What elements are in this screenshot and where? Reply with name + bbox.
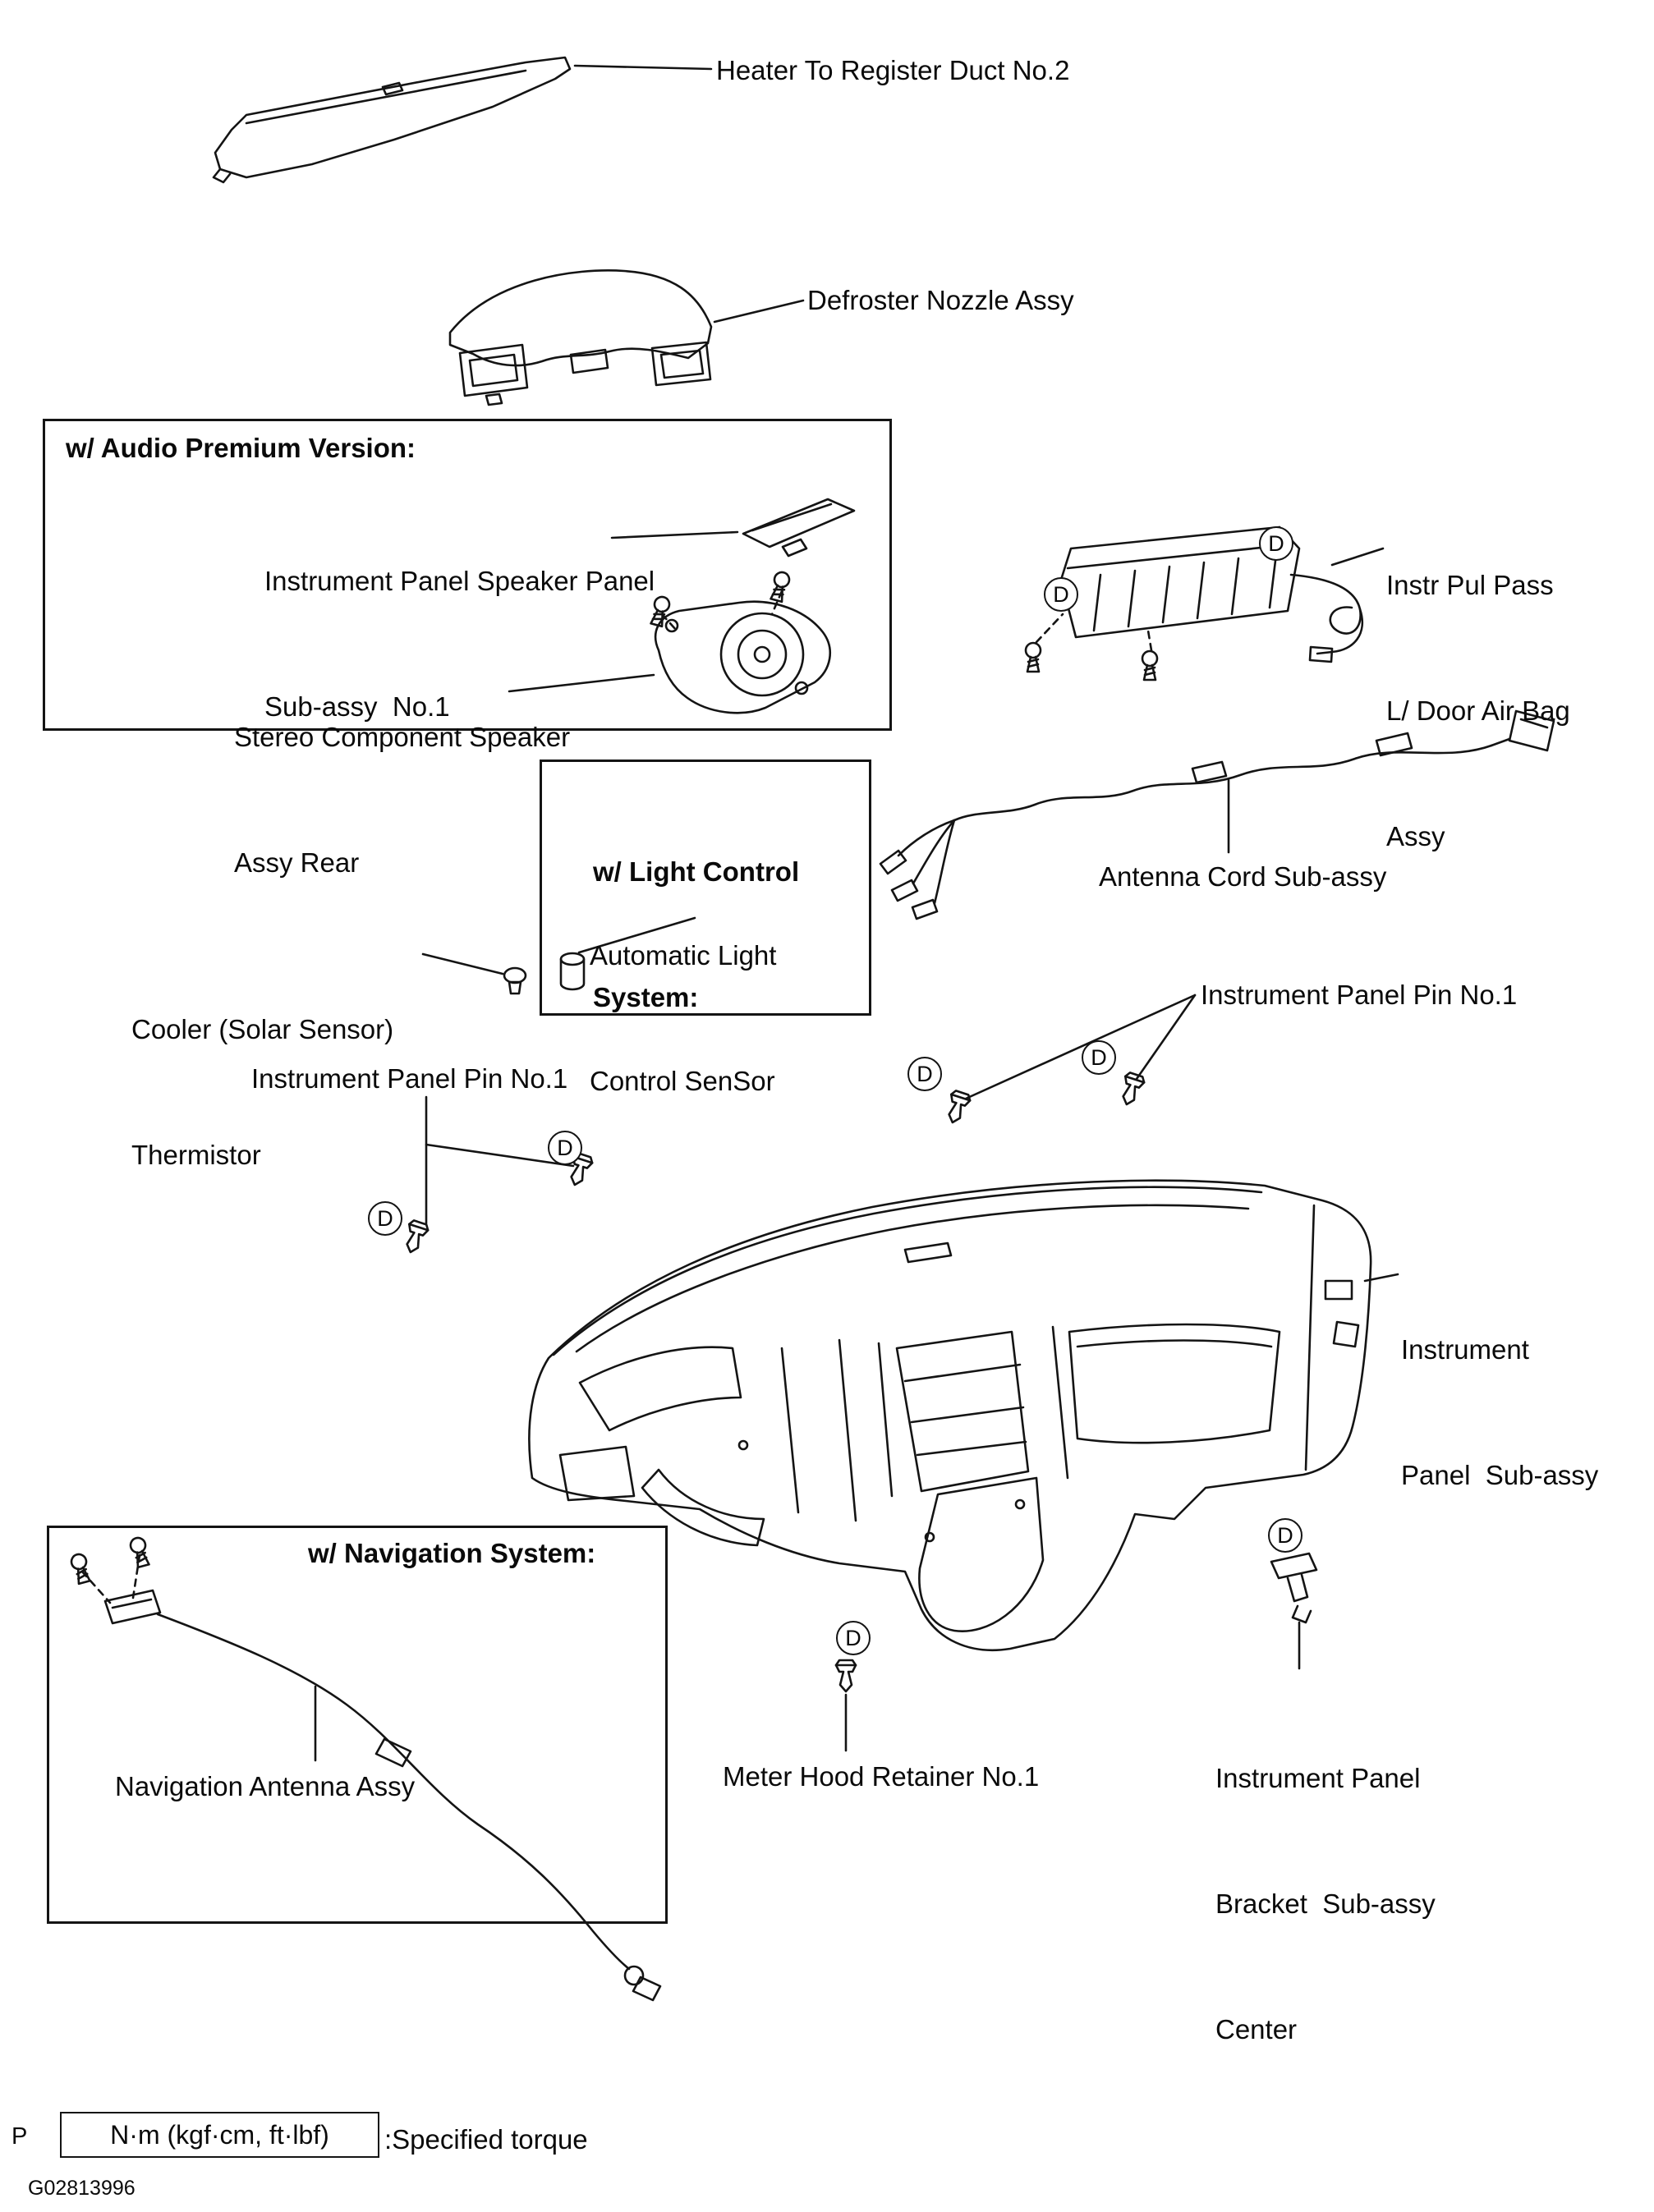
meter-hood-retainer-drawing (836, 1660, 856, 1751)
d-letter: D (1268, 530, 1284, 556)
torque-legend-box (60, 2112, 379, 2158)
callout-airbag-line1: Instr Pul Pass (1386, 570, 1554, 600)
torque-marker-d-pin-right-a (907, 1057, 942, 1091)
d-letter: D (557, 1135, 573, 1160)
callout-speaker-panel-line2: Sub-assy No.1 (264, 691, 450, 722)
heater-duct-drawing (214, 57, 711, 182)
callout-instrument-panel-line1: Instrument (1401, 1334, 1529, 1365)
callout-defroster-nozzle: Defroster Nozzle Assy (807, 285, 1074, 315)
navigation-title: w/ Navigation System: (308, 1538, 596, 1568)
torque-marker-d-airbag-left (1044, 577, 1078, 612)
callout-thermistor-line1: Cooler (Solar Sensor) (131, 1014, 394, 1044)
d-letter: D (1091, 1044, 1107, 1070)
torque-marker-d-bracket (1268, 1518, 1303, 1553)
light-control-title-line2: System: (593, 982, 699, 1012)
d-letter: D (1053, 581, 1069, 607)
callout-stereo-speaker (234, 632, 570, 967)
torque-marker-d-pin-left-b (368, 1201, 402, 1236)
callout-panel-pin-right: Instrument Panel Pin No.1 (1201, 980, 1518, 1010)
airbag-drawing (1026, 527, 1383, 680)
navigation-group-box (47, 1526, 668, 1924)
callout-stereo-speaker-line2: Assy Rear (234, 847, 360, 878)
page-letter: P (11, 2123, 28, 2150)
callout-nav-antenna: Navigation Antenna Assy (115, 1771, 416, 1801)
d-letter: D (1277, 1522, 1293, 1548)
torque-legend-text: N·m (kgf·cm, ft·lbf) (110, 2119, 329, 2150)
torque-marker-d-pin-right-b (1082, 1040, 1116, 1075)
d-letter: D (845, 1625, 861, 1650)
callout-antenna-cord: Antenna Cord Sub-assy (1099, 861, 1387, 892)
callout-bracket-center-line3: Center (1215, 2014, 1298, 2044)
light-control-title-line1: w/ Light Control (593, 856, 800, 887)
bracket-center-drawing (1271, 1553, 1316, 1668)
callout-stereo-speaker-line1: Stereo Component Speaker (234, 722, 571, 752)
torque-legend-caption: :Specified torque (384, 2124, 588, 2155)
callout-light-sensor-line1: Automatic Light (590, 940, 777, 971)
panel-pins-left-drawing (401, 1097, 594, 1255)
torque-marker-d-pin-left-a (548, 1131, 582, 1165)
callout-thermistor-line2: Thermistor (131, 1140, 261, 1170)
callout-heater-duct: Heater To Register Duct No.2 (716, 55, 1070, 85)
d-letter: D (377, 1205, 393, 1231)
callout-airbag-line3: Assy (1386, 821, 1445, 851)
torque-marker-d-airbag-right (1259, 526, 1293, 561)
callout-speaker-panel-line1: Instrument Panel Speaker Panel (264, 566, 655, 596)
callout-light-sensor-line2: Control SenSor (590, 1066, 775, 1096)
callout-meter-hood-retainer: Meter Hood Retainer No.1 (723, 1761, 1040, 1792)
callout-airbag (1386, 480, 1570, 941)
figure-code: G02813996 (28, 2177, 136, 2200)
callout-panel-pin-left: Instrument Panel Pin No.1 (251, 1063, 568, 1094)
panel-pins-right-drawing (943, 995, 1195, 1126)
torque-marker-d-meter-hood (836, 1621, 871, 1655)
callout-airbag-line2: L/ Door Air Bag (1386, 695, 1570, 726)
callout-instrument-panel-line2: Panel Sub-assy (1401, 1460, 1599, 1490)
callout-bracket-center-line2: Bracket Sub-assy (1215, 1888, 1436, 1919)
callout-instrument-panel (1401, 1245, 1598, 1580)
callout-bracket-center (1215, 1673, 1436, 2134)
callout-bracket-center-line1: Instrument Panel (1215, 1763, 1421, 1793)
callout-light-sensor (590, 851, 776, 1186)
audio-premium-title: w/ Audio Premium Version: (66, 433, 416, 463)
d-letter: D (917, 1061, 933, 1086)
defroster-nozzle-drawing (450, 270, 803, 405)
